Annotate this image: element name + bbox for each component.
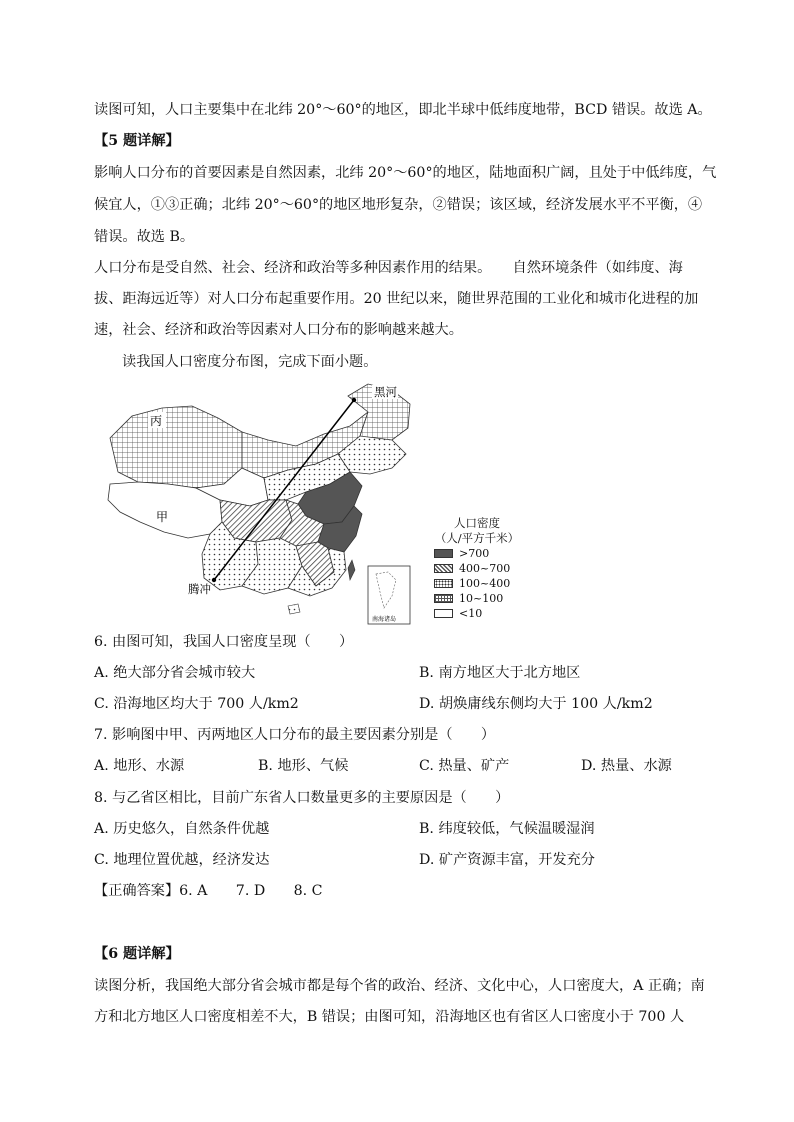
heihe-point — [352, 398, 356, 402]
question-intro: 读我国人口密度分布图，完成下面小题。 — [122, 354, 378, 370]
question-6-stem: 6. 由图可知，我国人口密度呈现（ ） — [94, 634, 354, 650]
answer-key: 【正确答案】6. A 7. D 8. C — [94, 883, 323, 899]
legend-item-10-100: 10~100 — [434, 591, 522, 606]
region-hainan — [288, 604, 300, 614]
city-label-heihe: 黑河 — [374, 385, 397, 399]
question-6-option-c: C. 沿海地区均大于 700 人/km2 — [94, 696, 299, 712]
tengchong-point — [212, 578, 216, 582]
question-8-option-a: A. 历史悠久，自然条件优越 — [94, 821, 270, 837]
question-7-option-c: C. 热量、矿产 — [419, 758, 510, 774]
question-8-option-c: C. 地理位置优越，经济发达 — [94, 852, 270, 868]
paragraph-line: 拔、距海远近等）对人口分布起重要作用。20 世纪以来，随世界范围的工业化和城市化进程的加 — [94, 291, 699, 307]
question-6-option-d: D. 胡焕庸线东侧均大于 100 人/km2 — [419, 696, 653, 712]
region-taiwan — [348, 560, 355, 580]
population-density-map — [92, 382, 422, 628]
paragraph-line: 影响人口分布的首要因素是自然因素，北纬 20°～60°的地区，陆地面积广阔，且处于中低纬度，气 — [94, 165, 717, 181]
question-6-option-b: B. 南方地区大于北方地区 — [419, 665, 581, 681]
region-label-jia: 甲 — [156, 510, 169, 524]
section-heading-5: 【5 题详解】 — [94, 133, 180, 149]
paragraph-line: 读图可知，人口主要集中在北纬 20°～60°的地区，即北半球中低纬度地带，BCD 错误。故选 A。 — [94, 102, 712, 118]
map-legend — [432, 516, 522, 621]
legend-item-gt700: >700 — [434, 546, 522, 561]
question-7-stem: 7. 影响图中甲、丙两地区人口分布的最主要因素分别是（ ） — [94, 727, 496, 743]
region-xinjiang — [110, 406, 242, 488]
legend-item-400-700: 400~700 — [434, 561, 522, 576]
legend-item-lt10: <10 — [434, 606, 522, 621]
legend-title: 人口密度 — [454, 516, 500, 530]
paragraph-line: 错误。故选 B。 — [94, 229, 195, 245]
region-label-bing: 丙 — [150, 414, 163, 428]
city-label-tengchong: 腾冲 — [188, 582, 211, 596]
question-8-stem: 8. 与乙省区相比，目前广东省人口数量更多的主要原因是（ ） — [94, 790, 510, 806]
paragraph-line: 候宜人，①③正确；北纬 20°～60°的地区地形复杂，②错误；该区域，经济发展水平不平衡，④ — [94, 197, 703, 213]
question-7-option-d: D. 热量、水源 — [581, 758, 672, 774]
legend-unit: （人/平方千米） — [434, 531, 520, 545]
question-8-option-b: B. 纬度较低，气候温暖湿润 — [419, 821, 595, 837]
paragraph-line: 读图分析，我国绝大部分省会城市都是每个省的政治、经济、文化中心，人口密度大，A 正确；南 — [94, 978, 705, 994]
legend-item-100-400: 100~400 — [434, 576, 522, 591]
paragraph-line: 速，社会、经济和政治等因素对人口分布的影响越来越大。 — [94, 322, 463, 338]
question-7-option-b: B. 地形、气候 — [258, 758, 349, 774]
question-7-option-a: A. 地形、水源 — [94, 758, 185, 774]
section-heading-6: 【6 题详解】 — [94, 946, 180, 962]
question-8-option-d: D. 矿产资源丰富，开发充分 — [419, 852, 595, 868]
inset-label: 南海诸岛 — [372, 616, 397, 623]
question-6-option-a: A. 绝大部分省会城市较大 — [94, 665, 256, 681]
paragraph-line: 人口分布是受自然、社会、经济和政治等多种因素作用的结果。 自然环境条件（如纬度、海 — [94, 260, 683, 276]
paragraph-line: 方和北方地区人口密度相差不大，B 错误；由图可知，沿海地区也有省区人口密度小于 700 人 — [94, 1009, 685, 1025]
